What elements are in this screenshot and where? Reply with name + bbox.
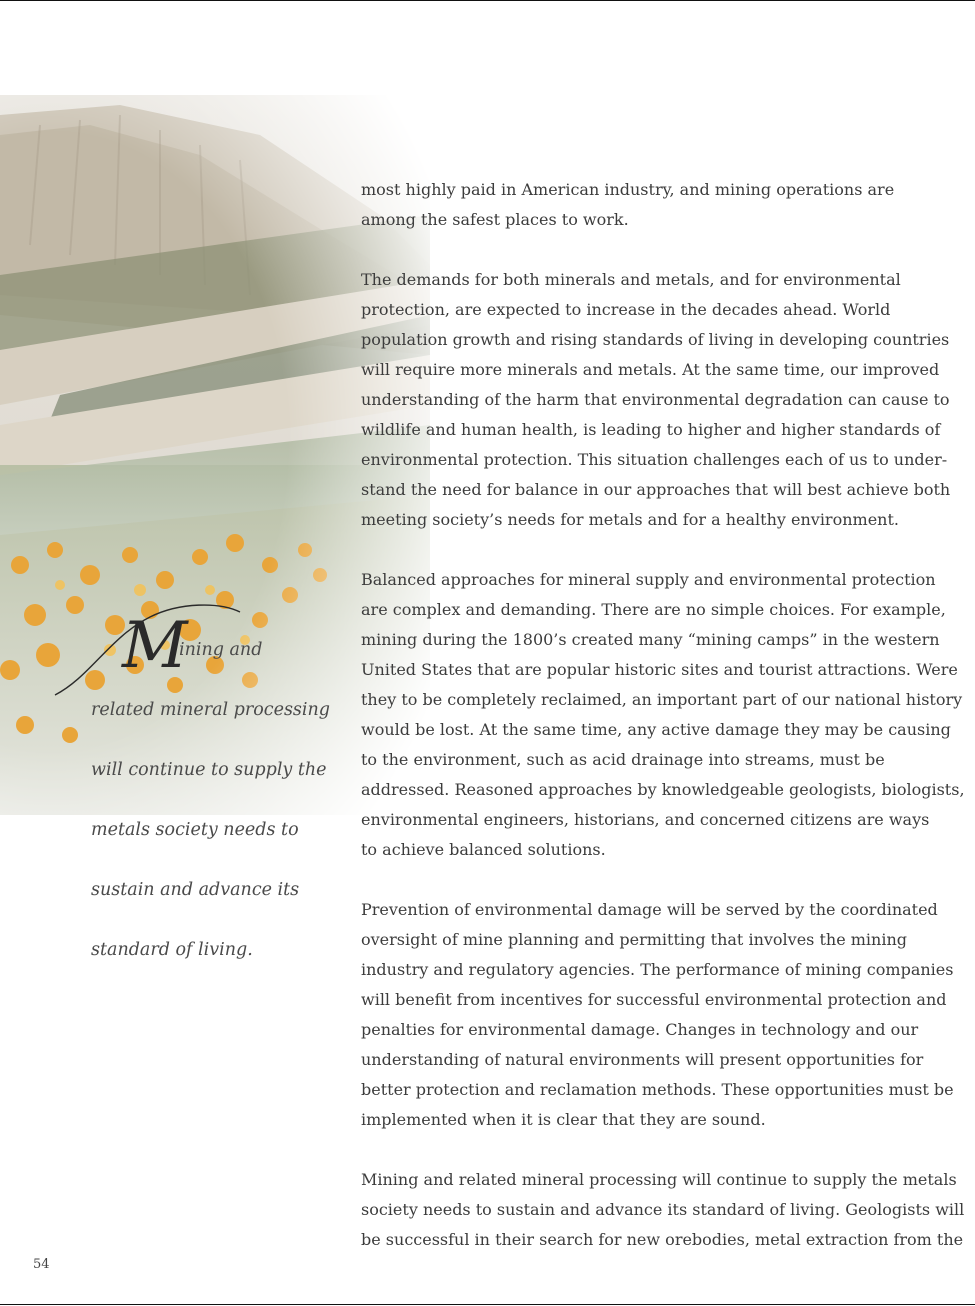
text-line: environmental engineers, historians, and concerned citizens are ways [361, 810, 930, 829]
text-line: will require more minerals and metals. At the same time, our improved [361, 360, 940, 379]
top-border-rule [0, 0, 975, 1]
text-line: addressed. Reasoned approaches by knowledgeable geologists, biologists, [361, 780, 965, 799]
text-line: population growth and rising standards of living in developing countries [361, 330, 950, 349]
text-line: industry and regulatory agencies. The performance of mining companies [361, 960, 954, 979]
text-line: are complex and demanding. There are no simple choices. For example, [361, 600, 946, 619]
text-line: among the safest places to work. [361, 210, 629, 229]
pull-quote-line: standard of living. [91, 940, 253, 960]
pull-quote-line: metals society needs to [91, 820, 299, 840]
paragraph [361, 265, 951, 535]
paragraph [361, 895, 954, 1135]
pull-quote-line: sustain and advance its [91, 880, 300, 900]
pull-quote-line: will continue to supply the [91, 760, 327, 780]
text-line: mining during the 1800’s created many “mining camps” in the western [361, 630, 940, 649]
pull-quote-line: ining and [179, 640, 263, 660]
text-line: meeting society’s needs for metals and for a healthy environment. [361, 510, 899, 529]
page-number: 54 [33, 1257, 50, 1272]
text-line: most highly paid in American industry, and mining operations are [361, 180, 895, 199]
text-line: environmental protection. This situation challenges each of us to under- [361, 450, 948, 469]
pull-quote [91, 620, 330, 980]
text-line: oversight of mine planning and permitting that involves the mining [361, 930, 908, 949]
pull-quote-line: related mineral processing [91, 700, 330, 720]
bottom-border-rule [0, 1304, 975, 1305]
paragraph [361, 175, 931, 235]
drop-cap-char: M [122, 609, 188, 683]
text-line: would be lost. At the same time, any active damage they may be causing [361, 720, 951, 739]
text-line: implemented when it is clear that they are sound. [361, 1110, 766, 1129]
text-line: they to be completely reclaimed, an important part of our national history [361, 690, 963, 709]
paragraph [361, 565, 965, 865]
text-line: The demands for both minerals and metals, and for environmental [361, 270, 901, 289]
text-line: protection, are expected to increase in the decades ahead. World [361, 300, 891, 319]
text-line: penalties for environmental damage. Changes in technology and our [361, 1020, 919, 1039]
text-line: Mining and related mineral processing will continue to supply the metals [361, 1170, 957, 1189]
text-line: Balanced approaches for mineral supply and environmental protection [361, 570, 936, 589]
body-text-column [361, 175, 965, 1285]
text-line: society needs to sustain and advance its standard of living. Geologists will [361, 1200, 965, 1219]
text-line: will benefit from incentives for successful environmental protection and [361, 990, 947, 1009]
paragraph [361, 1165, 965, 1255]
text-line: Prevention of environmental damage will be served by the coordinated [361, 900, 938, 919]
text-line: wildlife and human health, is leading to higher and higher standards of [361, 420, 941, 439]
text-line: to achieve balanced solutions. [361, 840, 606, 859]
text-line: be successful in their search for new orebodies, metal extraction from the [361, 1230, 964, 1249]
text-line: understanding of the harm that environmental degradation can cause to [361, 390, 950, 409]
text-line: understanding of natural environments will present opportunities for [361, 1050, 924, 1069]
text-line: stand the need for balance in our approaches that will best achieve both [361, 480, 951, 499]
text-line: to the environment, such as acid drainage into streams, must be [361, 750, 885, 769]
text-line: better protection and reclamation methods. These opportunities must be [361, 1080, 954, 1099]
text-line: United States that are popular historic sites and tourist attractions. Were [361, 660, 958, 679]
